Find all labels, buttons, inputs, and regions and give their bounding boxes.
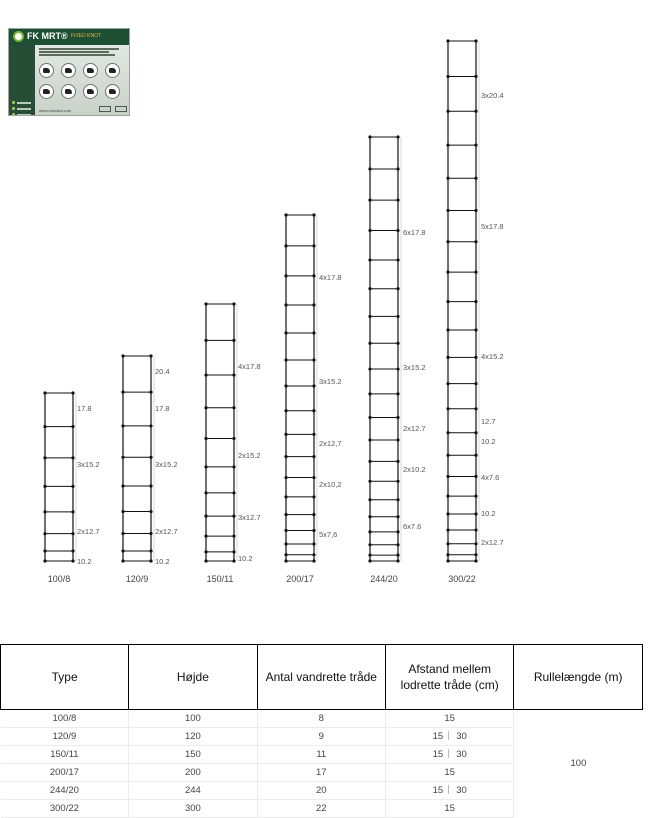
wire-knot	[446, 144, 449, 147]
type-cell: 100/8	[1, 710, 129, 728]
wire-knot	[71, 549, 74, 552]
wire-knot	[284, 455, 287, 458]
fence-120-9	[121, 354, 177, 584]
wire-knot	[232, 550, 235, 553]
wire-knot	[312, 513, 315, 516]
wire-knot	[396, 199, 399, 202]
spacing-label: 20.4	[155, 367, 170, 376]
wire-knot	[43, 510, 46, 513]
wire-knot	[232, 302, 235, 305]
wire-knot	[312, 244, 315, 247]
wire-knot	[312, 303, 315, 306]
wire-knot	[312, 455, 315, 458]
wire-knot	[43, 532, 46, 535]
height-cell: 300	[129, 800, 257, 818]
wire-knot	[312, 409, 315, 412]
wire-knot	[284, 213, 287, 216]
wire-knot	[396, 543, 399, 546]
wire-knot	[204, 406, 207, 409]
wire-knot	[121, 390, 124, 393]
wire-knot	[204, 302, 207, 305]
wire-knot	[312, 433, 315, 436]
wire-knot	[232, 491, 235, 494]
spacing-label: 4x17.8	[238, 362, 261, 371]
wire-knot	[232, 373, 235, 376]
height-cell: 244	[129, 782, 257, 800]
spacing-label: 3x20.4	[481, 91, 504, 100]
wire-knot	[474, 271, 477, 274]
wire-knot	[71, 425, 74, 428]
header-spacing: Afstand mellem lodrette tråde (cm)	[386, 645, 514, 710]
spacing-label: 3x15.2	[403, 363, 426, 372]
wire-knot	[368, 287, 371, 290]
type-cell: 300/22	[1, 800, 129, 818]
wire-knot	[446, 553, 449, 556]
wire-knot	[204, 373, 207, 376]
wire-knot	[396, 530, 399, 533]
wire-knot	[368, 460, 371, 463]
wire-knot	[121, 532, 124, 535]
wires-cell: 22	[257, 800, 385, 818]
wire-knot	[474, 75, 477, 78]
wire-knot	[204, 515, 207, 518]
wire-knot	[121, 559, 124, 562]
wire-knot	[474, 553, 477, 556]
wire-knot	[368, 392, 371, 395]
wire-knot	[284, 476, 287, 479]
wire-knot	[446, 407, 449, 410]
spacing-label: 2x12.7	[481, 538, 504, 547]
label-subtitle: FIXED KNOT	[71, 33, 102, 39]
spacing-cell: 15	[386, 764, 514, 782]
wire-knot	[446, 454, 449, 457]
wire-knot	[204, 465, 207, 468]
wire-knot	[312, 559, 315, 562]
wire-knot	[396, 498, 399, 501]
wire-knot	[232, 515, 235, 518]
wire-knot	[396, 315, 399, 318]
table-row	[1, 710, 643, 728]
spacing-label: 6x17.8	[403, 228, 426, 237]
wire-knot	[71, 485, 74, 488]
wire-knot	[474, 528, 477, 531]
wire-knot	[474, 454, 477, 457]
wire-knot	[284, 542, 287, 545]
wire-knot	[71, 456, 74, 459]
fence-type-label: 300/22	[448, 574, 476, 584]
wire-knot	[446, 542, 449, 545]
wire-knot	[446, 356, 449, 359]
wire-knot	[284, 331, 287, 334]
wire-knot	[312, 331, 315, 334]
wire-knot	[368, 315, 371, 318]
wires-cell: 8	[257, 710, 385, 728]
wire-knot	[284, 553, 287, 556]
wire-knot	[396, 480, 399, 483]
height-cell: 100	[129, 710, 257, 728]
fence-type-label: 200/17	[286, 574, 314, 584]
wire-knot	[149, 510, 152, 513]
wire-knot	[446, 475, 449, 478]
spacing-label: 3x15.2	[319, 377, 342, 386]
spacing-label: 10.2	[77, 557, 92, 566]
wires-cell: 11	[257, 746, 385, 764]
wire-knot	[446, 75, 449, 78]
wires-cell: 20	[257, 782, 385, 800]
wire-knot	[396, 515, 399, 518]
wire-knot	[474, 431, 477, 434]
fence-200-17	[284, 213, 341, 584]
spacing-label: 2x10.2	[403, 465, 426, 474]
wire-knot	[232, 339, 235, 342]
wire-knot	[396, 460, 399, 463]
wires-cell: 9	[257, 728, 385, 746]
wire-knot	[474, 240, 477, 243]
wire-knot	[396, 553, 399, 556]
wire-knot	[284, 303, 287, 306]
spacing-label: 2x15.2	[238, 451, 261, 460]
wire-knot	[312, 274, 315, 277]
wires-cell: 17	[257, 764, 385, 782]
spacing-label: 3x15.2	[77, 460, 100, 469]
wire-knot	[149, 390, 152, 393]
wire-knot	[149, 484, 152, 487]
spacing-cell: 15 30	[386, 782, 514, 800]
wire-knot	[446, 177, 449, 180]
spacing-label: 2x12,7	[319, 439, 342, 448]
wire-knot	[396, 167, 399, 170]
wire-knot	[396, 367, 399, 370]
wire-knot	[396, 416, 399, 419]
wire-knot	[368, 530, 371, 533]
wire-knot	[446, 300, 449, 303]
wire-knot	[312, 384, 315, 387]
spacing-label: 3x15.2	[155, 460, 178, 469]
spacing-label: 10.2	[238, 554, 253, 563]
fence-type-label: 244/20	[370, 574, 398, 584]
wire-knot	[446, 494, 449, 497]
wire-knot	[232, 559, 235, 562]
wire-knot	[368, 342, 371, 345]
spec-table	[0, 644, 643, 818]
wire-knot	[446, 39, 449, 42]
fence-244-20	[368, 135, 425, 584]
wire-knot	[149, 532, 152, 535]
wire-knot	[71, 532, 74, 535]
wire-knot	[312, 542, 315, 545]
wire-knot	[368, 553, 371, 556]
spacing-label: 2x12.7	[155, 527, 178, 536]
header-type: Type	[1, 645, 129, 710]
fence-300-22	[446, 39, 503, 584]
wire-knot	[446, 528, 449, 531]
height-cell: 150	[129, 746, 257, 764]
wire-knot	[71, 391, 74, 394]
fence-100-8	[43, 391, 99, 584]
wire-knot	[446, 209, 449, 212]
spacing-label: 10.2	[481, 437, 496, 446]
wire-knot	[368, 229, 371, 232]
spacing-label: 4x17.8	[319, 273, 342, 282]
wire-knot	[149, 424, 152, 427]
wire-knot	[396, 258, 399, 261]
wire-knot	[474, 382, 477, 385]
wire-knot	[121, 510, 124, 513]
label-title: FK MRT®	[27, 31, 68, 41]
wire-knot	[474, 39, 477, 42]
wire-knot	[232, 437, 235, 440]
wire-knot	[474, 407, 477, 410]
spacing-label: 5x7,6	[319, 530, 338, 539]
fence-type-label: 120/9	[125, 574, 149, 584]
wire-knot	[149, 354, 152, 357]
header-wires: Antal vandrette tråde	[257, 645, 385, 710]
spacing-label: 4x7.6	[481, 473, 500, 482]
spacing-cell: 15	[386, 800, 514, 818]
wire-knot	[368, 167, 371, 170]
spacing-label: 4x15.2	[481, 352, 504, 361]
wire-knot	[368, 498, 371, 501]
wire-knot	[474, 300, 477, 303]
fence-type-label: 100/8	[47, 574, 71, 584]
wire-knot	[312, 358, 315, 361]
wire-knot	[446, 271, 449, 274]
wire-knot	[284, 433, 287, 436]
wire-knot	[121, 424, 124, 427]
spacing-cell: 15 30	[386, 728, 514, 746]
height-cell: 200	[129, 764, 257, 782]
wire-knot	[396, 438, 399, 441]
wire-knot	[312, 553, 315, 556]
wire-knot	[474, 512, 477, 515]
wire-knot	[368, 559, 371, 562]
wire-knot	[284, 559, 287, 562]
wire-knot	[121, 354, 124, 357]
fence-150-11	[204, 302, 260, 584]
spacing-label: 10.2	[155, 557, 170, 566]
wire-knot	[368, 416, 371, 419]
wire-knot	[43, 485, 46, 488]
wire-knot	[474, 110, 477, 113]
wire-knot	[446, 431, 449, 434]
wire-knot	[368, 515, 371, 518]
wire-knot	[446, 559, 449, 562]
wire-knot	[43, 549, 46, 552]
wire-knot	[149, 559, 152, 562]
wire-knot	[474, 209, 477, 212]
type-cell: 200/17	[1, 764, 129, 782]
wire-knot	[43, 425, 46, 428]
wire-knot	[474, 475, 477, 478]
spacing-cell: 15	[386, 710, 514, 728]
wire-knot	[312, 476, 315, 479]
wire-knot	[446, 240, 449, 243]
wire-knot	[312, 529, 315, 532]
spacing-label: 2x12.7	[403, 424, 426, 433]
wire-knot	[368, 480, 371, 483]
wire-knot	[71, 559, 74, 562]
wire-knot	[368, 438, 371, 441]
type-cell: 120/9	[1, 728, 129, 746]
spacing-label: 5x17.8	[481, 222, 504, 231]
spacing-label: 17.8	[155, 404, 170, 413]
wire-knot	[232, 465, 235, 468]
wire-knot	[396, 342, 399, 345]
wire-knot	[284, 409, 287, 412]
wire-knot	[312, 495, 315, 498]
wire-knot	[396, 135, 399, 138]
wire-knot	[204, 491, 207, 494]
wire-knot	[121, 456, 124, 459]
wire-knot	[312, 213, 315, 216]
wire-knot	[284, 529, 287, 532]
wire-knot	[149, 456, 152, 459]
wire-knot	[149, 549, 152, 552]
height-cell: 120	[129, 728, 257, 746]
wire-knot	[474, 328, 477, 331]
wire-knot	[121, 549, 124, 552]
spacing-label: 6x7.6	[403, 522, 422, 531]
wire-knot	[232, 534, 235, 537]
spacing-cell: 15 30	[386, 746, 514, 764]
spacing-label: 2x12.7	[77, 527, 100, 536]
wire-knot	[232, 406, 235, 409]
wire-knot	[368, 367, 371, 370]
wire-knot	[396, 229, 399, 232]
wire-knot	[368, 199, 371, 202]
wire-knot	[284, 274, 287, 277]
spacing-label: 2x10,2	[319, 480, 342, 489]
wire-knot	[204, 534, 207, 537]
wire-knot	[284, 495, 287, 498]
wire-knot	[368, 258, 371, 261]
wire-knot	[396, 287, 399, 290]
label-url: www.mocoka.com	[39, 108, 72, 113]
table-header-row	[1, 645, 643, 710]
wire-knot	[121, 484, 124, 487]
wire-knot	[474, 542, 477, 545]
wire-knot	[474, 559, 477, 562]
wire-knot	[446, 512, 449, 515]
wire-knot	[43, 456, 46, 459]
wire-knot	[474, 177, 477, 180]
wire-knot	[396, 392, 399, 395]
wire-knot	[284, 358, 287, 361]
wire-knot	[446, 110, 449, 113]
spacing-label: 17.8	[77, 404, 92, 413]
wire-knot	[71, 510, 74, 513]
spacing-label: 10.2	[481, 509, 496, 518]
wire-knot	[474, 356, 477, 359]
wire-knot	[204, 550, 207, 553]
fence-type-label: 150/11	[206, 574, 234, 584]
type-cell: 244/20	[1, 782, 129, 800]
wire-knot	[284, 513, 287, 516]
wire-knot	[474, 494, 477, 497]
wire-knot	[368, 543, 371, 546]
roll-length-cell: 100	[570, 758, 587, 770]
wire-knot	[284, 384, 287, 387]
wire-knot	[396, 559, 399, 562]
spacing-label: 3x12.7	[238, 513, 261, 522]
header-height: Højde	[129, 645, 257, 710]
wire-knot	[43, 391, 46, 394]
wire-knot	[474, 144, 477, 147]
wire-knot	[446, 328, 449, 331]
wire-knot	[204, 437, 207, 440]
wire-knot	[204, 339, 207, 342]
header-roll-length: Rullelængde (m)	[514, 645, 643, 710]
spacing-label: 12.7	[481, 417, 496, 426]
wire-knot	[284, 244, 287, 247]
type-cell: 150/11	[1, 746, 129, 764]
wire-knot	[368, 135, 371, 138]
wire-knot	[204, 559, 207, 562]
wire-knot	[43, 559, 46, 562]
wire-knot	[446, 382, 449, 385]
